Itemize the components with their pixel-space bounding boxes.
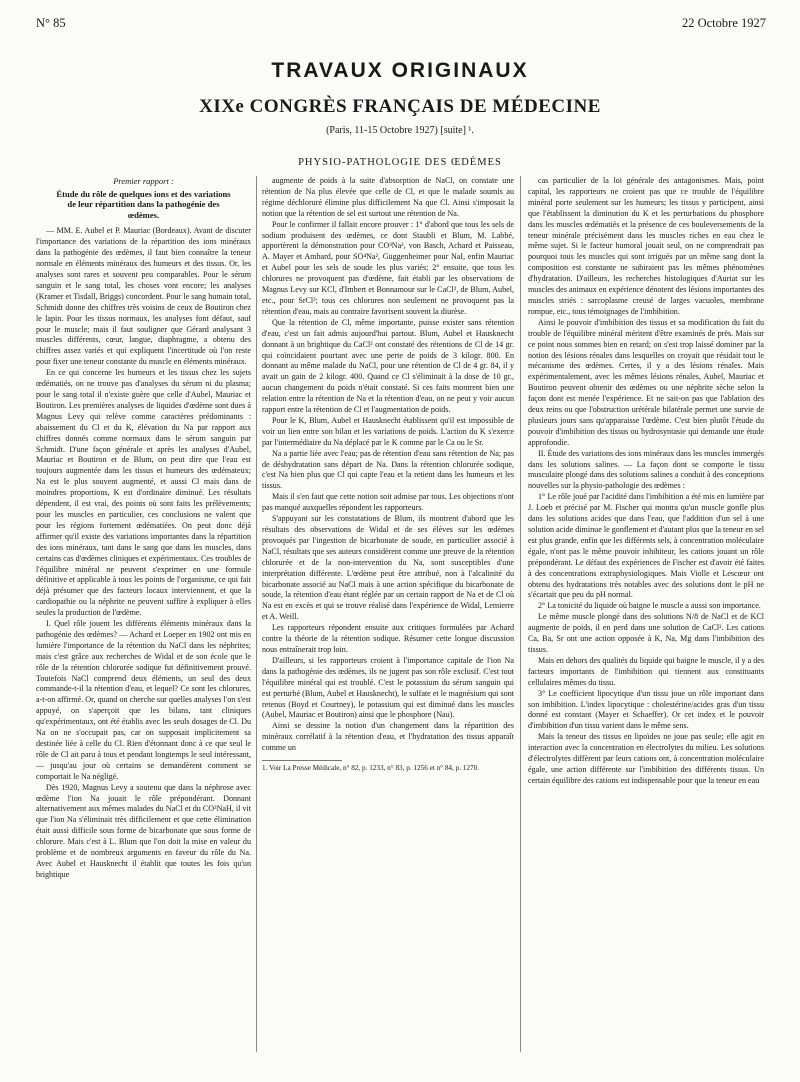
paragraph: Dès 1920, Magnus Levy a soutenu que dans la néphrose avec œdème l'ion Na jouait le rôle prépondérant. Donnant alternativement aux mêmes malades du NaCl et du CO³NaH, il vit que l'ion Na s'éliminait très difficilement et que cette élimination était aussi difficile sous forme de bicarbonate que sous forme de chlorure. Mais c'est à L. Blum que l'on doit la mise en valeur du problème et de nombreux arguments en faveur du rôle du Na. Avec Aubel et Hausknecht il établit que toutes les fois qu'un brightique [36, 782, 251, 879]
column-1 [36, 176, 251, 1056]
paragraph: S'appuyant sur les constatations de Blum, ils montrent d'abord que les résultats des observations de Widal et de ses élèves sur les œdèmes provoqués par l'ingestion de bicarbonate de soude, en particulier associé à NaCl, résultats que ses auteurs considèrent comme une preuve de la rétention chlorurée et de la non-intervention du Na, sont susceptibles d'une interprétation différente. L'œdème peut être attribué, non à l'alcalinité du bicarbonate associé au NaCl mais à une action spécifique du bicarbonate de soude, la rétention d'eau étant réglée par un certain rapport de Na et de Cl où Na est en excès et qui se trouve réalisé dans l'expérience de Widal, Lemierre et A. Weill. [262, 514, 514, 622]
paragraph: 3° Le coefficient lipocytique d'un tissu joue un rôle important dans son imbibition. L'index lipocytique : cholestérine/acides gras d'un tissu donné est constant (Mayer et Schaeffer). Or cet index et le pouvoir d'imbibition d'un tissu varient dans le même sens. [528, 688, 764, 731]
paragraph: Pour le confirmer il fallait encore prouver : 1° d'abord que tous les sels de sodium produisent des œdèmes, ce dont Staubli et Blum, M. Labbé, apportèrent la démonstration pour CO³Na², von Basch, Achard et Paisseau, A. Mayer et Ambard, pour SO⁴Na², Guggenheimer pour NaI, enfin Mauriac et Aubel pour les sels de soude les plus variés; 2° ensuite, que tous les chlorures ne provoquent pas d'œdème, fait établi par les observations de Magnus Levy sur KCl, d'Imbert et Bonnamour sur le CaCl², de Blum, Aubel, etc., pour SrCl²; tous ces chlorures non seulement ne provoquent pas la rétention d'eau, mais au contraire favorisent souvent la diurèse. [262, 219, 514, 316]
paragraph: Mais la teneur des tissus en lipoïdes ne joue pas seule; elle agit en interaction avec la concentration en électrolytes du milieu. Les solutions d'électrolytes diffèrent par leurs cations ont, à concentration moléculaire égale, une action différente sur l'imbibition des différents tissus. Un certain équilibre des cations est indispensable pour que la teneur en eau [528, 732, 764, 785]
paragraph: En ce qui concerne les humeurs et les tissus chez les sujets œdématiés, on ne trouve pas d'analyses du sérum ni du plasma; pour le sang total il n'existe guère que celle d'Aubel, Mauriac et Boutiron. Les premières analyses de liquides d'œdème sont dues à Magnus Levy qui relève comme caractères prédominants : abaissement du Cl et du K, élévation du Na par rapport aux chiffres donnés comme normaux dans le sérum sanguin par Schmidt. D'une façon générale et après les analyses d'Aubel, Mauriac et Boutiron et de Blum, on peut dire que l'eau est toujours augmentée dans les tissus et humeurs des œdémateux; Na est le plus souvent augmenté, et aussi Cl mais dans de moindres proportions, K est d'ordinaire diminué. Les résultats dépendent, il est vrai, des points où sont faits les prélèvements; pour les muscles en particulier, ces conclusions ne valent que pour les régions fortement œdématiées. On peut donc déjà affirmer qu'il existe des variations importantes dans la répartition des ions minéraux, tant dans le sang que dans les muscles, dans certains cas d'œdèmes cliniques et expérimentaux. Ces troubles de l'équilibre minéral ne peuvent s'exprimer en une formule définitive et applicable à tous les points de l'organisme, ce qui fait déjà présumer que des facteurs locaux interviennent, et que la cardiopathie ou la néphrite ne peuvent suffire à expliquer à elles seules la production de l'œdème. [36, 368, 251, 618]
paragraph: Les rapporteurs répondent ensuite aux critiques formulées par Achard contre la théorie de la rétention sodique. Résumer cette longue discussion nous entraînerait trop loin. [262, 623, 514, 654]
paragraph: Mais en dehors des qualités du liquide qui baigne le muscle, il y a des facteurs importants de l'imbibition qui tiennent aux constituants cellulaires mêmes du tissu. [528, 655, 764, 687]
paragraph: Ainsi le pouvoir d'imbibition des tissus et sa modification du fait du trouble de l'équilibre minéral méritent d'être examinés de près. Mais sur ce point nous sommes bien en retard; on s'est trop laissé dominer par la notion des lésions rénales dans lesquelles on croyait que résidait tout le mécanisme des œdèmes. Certes, il y a des lésions rénales. Mais expérimentalement, avec les mêmes lésions rénales, Aubel, Mauriac et Boutiron peuvent obtenir des œdèmes ou une néphrite sèche selon la façon dont est menée l'expérience. Et ne sait-on pas que l'ablation des deux reins ou que l'obstruction urétérale bilatérale permet une survie de plusieurs jours sans qu'apparaisse l'œdème. C'est bien plutôt l'étude du pouvoir d'imbibition des tissus ou hydrosyntasie qui demande une étude approfondie. [528, 317, 764, 447]
paragraph: II. Étude des variations des ions minéraux dans les muscles immergés dans les solutions salines. — La façon dont se comporte le tissu musculaire plongé dans des solutions salines a conduit à des conceptions nouvelles sur la physio-pathologie des œdèmes : [528, 448, 764, 491]
paragraph: 2° La tonicité du liquide où baigne le muscle a aussi son importance. [538, 601, 761, 611]
paragraph: 1° Le rôle joué par l'acidité dans l'imbibition a été mis en lumière par J. Loeb et précisé par M. Fischer qui montra qu'un muscle gonfle plus dans les solutions acides que dans l'eau, que l'addition d'un sel à une solution acide diminue le gonflement et d'autant plus que la teneur en sel est plus grande, enfin que les différents sels, à concentration moléculaire égale, n'ont pas le même pouvoir inhibiteur, les cations jouant un rôle prépondérant. Le défaut des expériences de Fischer est d'avoir été faites à des concentrations extraphysiologiques. Mais Violle et Lescœur ont obtenu des hydratations très notables avec des solutions dont le pH ne s'écartait que peu du pH normal. [528, 492, 764, 600]
section-title: PHYSIO-PATHOLOGIE DES ŒDÈMES [298, 157, 502, 168]
footnote-rule [262, 760, 342, 761]
congress-title: XIXe CONGRÈS FRANÇAIS DE MÉDECINE [199, 96, 601, 117]
paragraph: — MM. E. Aubel et P. Mauriac (Bordeaux). Avant de discuter l'importance des variations de la répartition des ions minéraux dans la pathogénie des œdèmes, il faut bien connaître la teneur normale en éléments minéraux des humeurs et des tissus. Or, les analyses sont rares et souvent peu comparables. Pour le sérum sanguin et le sang total, les choses vont encore; les analyses (Kramer et Tisdall, Briggs) concordent. Pour le sang humain total, Schmidt donne des chiffres très voisins de ceux de Boutiron chez le lapin. Pour les tissus normaux, les analyses font défaut, sauf pour le muscle; mais il faut souligner que Gérard analysant 3 muscles différents, cœur, langue, diaphragme, a obtenu des chiffres assez variés et qui expliquent l'incertitude où l'on reste pour fixer une teneur constante du muscle en éléments minéraux. [36, 226, 251, 367]
paragraph: I. Quel rôle jouent les différents éléments minéraux dans la pathogénie des œdèmes? — Achard et Loeper en 1902 ont mis en lumière l'importance de la rétention du NaCl dans les néphrites; mais c'est grâce aux recherches de Widal et de son école que le rôle de la rétention chlorurée sodique fut définitivement prouvé. Toutefois NaCl comprend deux éléments, un seul des deux commande-t-il la rétention d'eau, et lequel? Ce sont les chlorures, a-t-on affirmé. Or, quand on cherche sur quelles analyses l'on s'est appuyé, on s'aperçoit que les bilans, tant cliniques qu'expérimentaux, ont été établis avec les seuls dosages de Cl. Du Na on ne s'occupait pas, car on supposait implicitement sa destinée liée à celle du Cl. Rien d'étonnant donc à ce que seul le rôle de Cl ait paru à tous et pendant longtemps le seul intéressant, — jusqu'au jour où certains se demandèrent comment se comportait le Na négligé. [36, 619, 251, 781]
running-header [36, 14, 766, 34]
rubric-heading: TRAVAUX ORIGINAUX [271, 59, 529, 82]
page-number: N° 85 [36, 16, 66, 30]
report-label: Premier rapport : [113, 176, 174, 186]
paragraph: Pour le K, Blum, Aubel et Hausknecht établissent qu'il est impossible de voir un lien entre son bilan et les variations de poids. L'action du K s'exerce par l'intermédiaire du Na déplacé par le K comme par le Ca ou le Sr. [262, 415, 514, 447]
paragraph: D'ailleurs, si les rapporteurs croient à l'importance capitale de l'ion Na dans la pathogénie des œdèmes, ils ne jugent pas son rôle exclusif. C'est tout l'équilibre minéral qui est troublé. C'est le potassium du sérum sanguin qui est perturbé (Blum, Aubel et Hausknecht), le sulfate et le magnésium qui sont retenus (Boyd et Courtney), le potassium qui est diminué dans les muscles (Aubel, Mauriac et Boutiron) ainsi que le phosphore (Nau). [262, 655, 514, 720]
paragraph: Le même muscle plongé dans des solutions N/8 de NaCl et de KCl augmente de poids, il en perd dans une solution de CaCl². Les cations Ca, Ba, Sr ont une action opposée à K, Na, Mg dans l'imbibition des tissus. [528, 612, 764, 654]
paragraph: Que la rétention de Cl, même importante, puisse exister sans rétention d'eau, c'est un fait admis aujourd'hui partout. Blum, Aubel et Hausknecht donnant à un brightique du CaCl² ont constaté des rétentions de Cl de 14 gr. qui coïncidaient pourtant avec une perte de poids de 3 kilogr. 800. En donnant au même malade du NaCl, pour une rétention de Cl de 4 gr. 84, il y avait un gain de 2 kilogr. 400. Quand ce Cl s'éliminait à la dose de 10 gr., aucun changement du poids n'était constaté. Si ces faits montrent bien une relation entre la rétention de Na et la rétention d'eau, on ne peut y voir aucun rapport entre la rétention de Cl et l'augmentation de poids. [262, 317, 514, 415]
report-title: Étude du rôle de quelques ions et des variations de leur répartition dans la pathogénie des œdèmes. [56, 188, 231, 220]
column-3 [528, 176, 764, 1056]
paragraph: Ainsi se dessine la notion d'un changement dans la répartition des minéraux corrélatif à la rétention d'eau, et l'hydratation des tissus apparaît comme un [262, 721, 514, 753]
paragraph: Mais il s'en faut que cette notion soit admise par tous. Les objections n'ont pas manqué auxquelles répondent les rapporteurs. [262, 492, 514, 513]
congress-subtitle: (Paris, 11-15 Octobre 1927) [suite] ¹. [326, 125, 474, 136]
column-divider [520, 176, 521, 1052]
column-divider [256, 176, 257, 1052]
issue-date: 22 Octobre 1927 [681, 16, 766, 30]
paragraph: Na a partie liée avec l'eau; pas de rétention d'eau sans rétention de Na; pas de déshydratation sans départ de Na. Dans la rétention chlorurée sodique, c'est Na bien plus que Cl qui capte l'eau et la retient dans les humeurs et les tissus. [262, 448, 514, 491]
paragraph: augmente de poids à la suite d'absorption de NaCl, on constate une rétention de Na plus élevée que celle de Cl, et que le malade soumis au régime déchloruré élimine plus difficilement Na que Cl. Ainsi s'imposait la notion que la rétention de sel est surtout une rétention de Na. [262, 176, 514, 218]
column-2 [262, 176, 514, 1056]
paragraph: cas particulier de la loi générale des antagonismes. Mais, point capital, les rapporteurs ne croient pas que ce trouble de l'équilibre minéral porte seulement sur les humeurs; les tissus y participent, ainsi que l'établissent la diminution du K et les perturbations du phosphore dans les muscles œdématiés et la présence de ces bouleversements de la teneur minérale précisément dans les muscles riches en eau chez le même sujet. Si le facteur humoral jouait seul, on ne comprendrait pas pourquoi tous les muscles qui sont irrigués par un même sang dont la composition est constante ne subiraient pas les mêmes phénomènes d'hydratation. D'ailleurs, les recherches histologiques d'Auriat sur les muscles des animaux en expérience dénotent des lésions importantes des muscles striés : sarcoplasme creusé de larges vacuoles, membrane rompue, etc., tous témoignages de l'imbibition. [528, 176, 764, 316]
footnote: 1. Voir La Presse Médicale, n° 82, p. 1233, n° 83, p. 1256 et n° 84, p. 1270. [262, 764, 479, 773]
